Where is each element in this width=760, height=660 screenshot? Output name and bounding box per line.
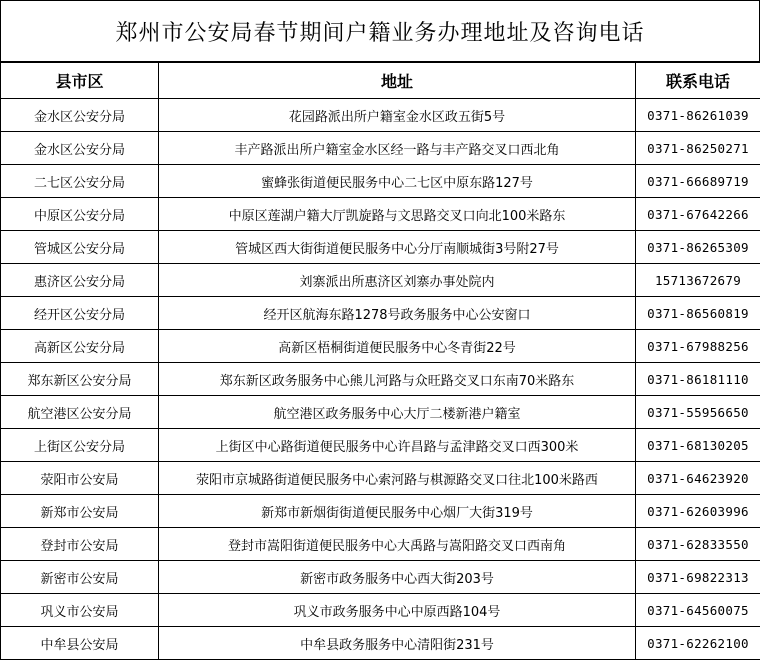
district-cell: 高新区公安分局 (1, 330, 159, 363)
table-row (1, 165, 760, 198)
district-cell: 金水区公安分局 (1, 99, 159, 132)
table-row (1, 561, 760, 594)
address-cell: 巩义市政务服务中心中原西路104号 (159, 594, 636, 627)
table-header-row (1, 63, 760, 99)
address-cell: 花园路派出所户籍室金水区政五街5号 (159, 99, 636, 132)
address-cell: 郑东新区政务服务中心熊儿河路与众旺路交叉口东南70米路东 (159, 363, 636, 396)
phone-cell: 0371-62262100 (636, 627, 760, 660)
table-row (1, 99, 760, 132)
address-cell: 丰产路派出所户籍室金水区经一路与丰产路交叉口西北角 (159, 132, 636, 165)
district-cell: 上街区公安分局 (1, 429, 159, 462)
page-title: 郑州市公安局春节期间户籍业务办理地址及咨询电话 (0, 0, 760, 62)
table-row (1, 429, 760, 462)
district-cell: 管城区公安分局 (1, 231, 159, 264)
phone-cell: 0371-86261039 (636, 99, 760, 132)
address-cell: 荥阳市京城路街道便民服务中心索河路与棋源路交叉口往北100米路西 (159, 462, 636, 495)
phone-cell: 0371-55956650 (636, 396, 760, 429)
table-row (1, 495, 760, 528)
table-row (1, 363, 760, 396)
address-cell: 上街区中心路街道便民服务中心许昌路与孟津路交叉口西300米 (159, 429, 636, 462)
table-row (1, 528, 760, 561)
table-row (1, 330, 760, 363)
phone-cell: 0371-64560075 (636, 594, 760, 627)
district-cell: 郑东新区公安分局 (1, 363, 159, 396)
phone-cell: 0371-86250271 (636, 132, 760, 165)
address-cell: 新密市政务服务中心西大街203号 (159, 561, 636, 594)
phone-cell: 0371-67642266 (636, 198, 760, 231)
header-district: 县市区 (1, 63, 159, 99)
phone-cell: 0371-62833550 (636, 528, 760, 561)
district-cell: 经开区公安分局 (1, 297, 159, 330)
phone-cell: 0371-66689719 (636, 165, 760, 198)
district-cell: 二七区公安分局 (1, 165, 159, 198)
district-cell: 登封市公安局 (1, 528, 159, 561)
district-cell: 金水区公安分局 (1, 132, 159, 165)
address-table (0, 62, 760, 660)
address-cell: 蜜蜂张街道便民服务中心二七区中原东路127号 (159, 165, 636, 198)
header-phone: 联系电话 (636, 63, 760, 99)
phone-cell: 0371-62603996 (636, 495, 760, 528)
phone-cell: 15713672679 (636, 264, 760, 297)
address-cell: 刘寨派出所惠济区刘寨办事处院内 (159, 264, 636, 297)
address-cell: 经开区航海东路1278号政务服务中心公安窗口 (159, 297, 636, 330)
table-body (1, 99, 760, 660)
district-cell: 荥阳市公安局 (1, 462, 159, 495)
table-row (1, 264, 760, 297)
table-row (1, 627, 760, 660)
table-row (1, 231, 760, 264)
phone-cell: 0371-86181110 (636, 363, 760, 396)
address-cell: 新郑市新烟街街道便民服务中心烟厂大街319号 (159, 495, 636, 528)
address-cell: 登封市嵩阳街道便民服务中心大禹路与嵩阳路交叉口西南角 (159, 528, 636, 561)
district-cell: 惠济区公安分局 (1, 264, 159, 297)
district-cell: 中牟县公安局 (1, 627, 159, 660)
table-row (1, 594, 760, 627)
table-row (1, 198, 760, 231)
district-cell: 航空港区公安分局 (1, 396, 159, 429)
phone-cell: 0371-67988256 (636, 330, 760, 363)
district-cell: 中原区公安分局 (1, 198, 159, 231)
address-cell: 管城区西大街街道便民服务中心分厅南顺城街3号附27号 (159, 231, 636, 264)
table-row (1, 132, 760, 165)
district-cell: 新郑市公安局 (1, 495, 159, 528)
phone-cell: 0371-86265309 (636, 231, 760, 264)
address-cell: 高新区梧桐街道便民服务中心冬青街22号 (159, 330, 636, 363)
address-cell: 航空港区政务服务中心大厅二楼新港户籍室 (159, 396, 636, 429)
district-cell: 巩义市公安局 (1, 594, 159, 627)
table-row (1, 297, 760, 330)
phone-cell: 0371-69822313 (636, 561, 760, 594)
table-row (1, 396, 760, 429)
address-cell: 中原区莲湖户籍大厅凯旋路与文思路交叉口向北100米路东 (159, 198, 636, 231)
table-row (1, 462, 760, 495)
phone-cell: 0371-86560819 (636, 297, 760, 330)
district-cell: 新密市公安局 (1, 561, 159, 594)
phone-cell: 0371-64623920 (636, 462, 760, 495)
address-cell: 中牟县政务服务中心清阳街231号 (159, 627, 636, 660)
header-address: 地址 (159, 63, 636, 99)
phone-cell: 0371-68130205 (636, 429, 760, 462)
